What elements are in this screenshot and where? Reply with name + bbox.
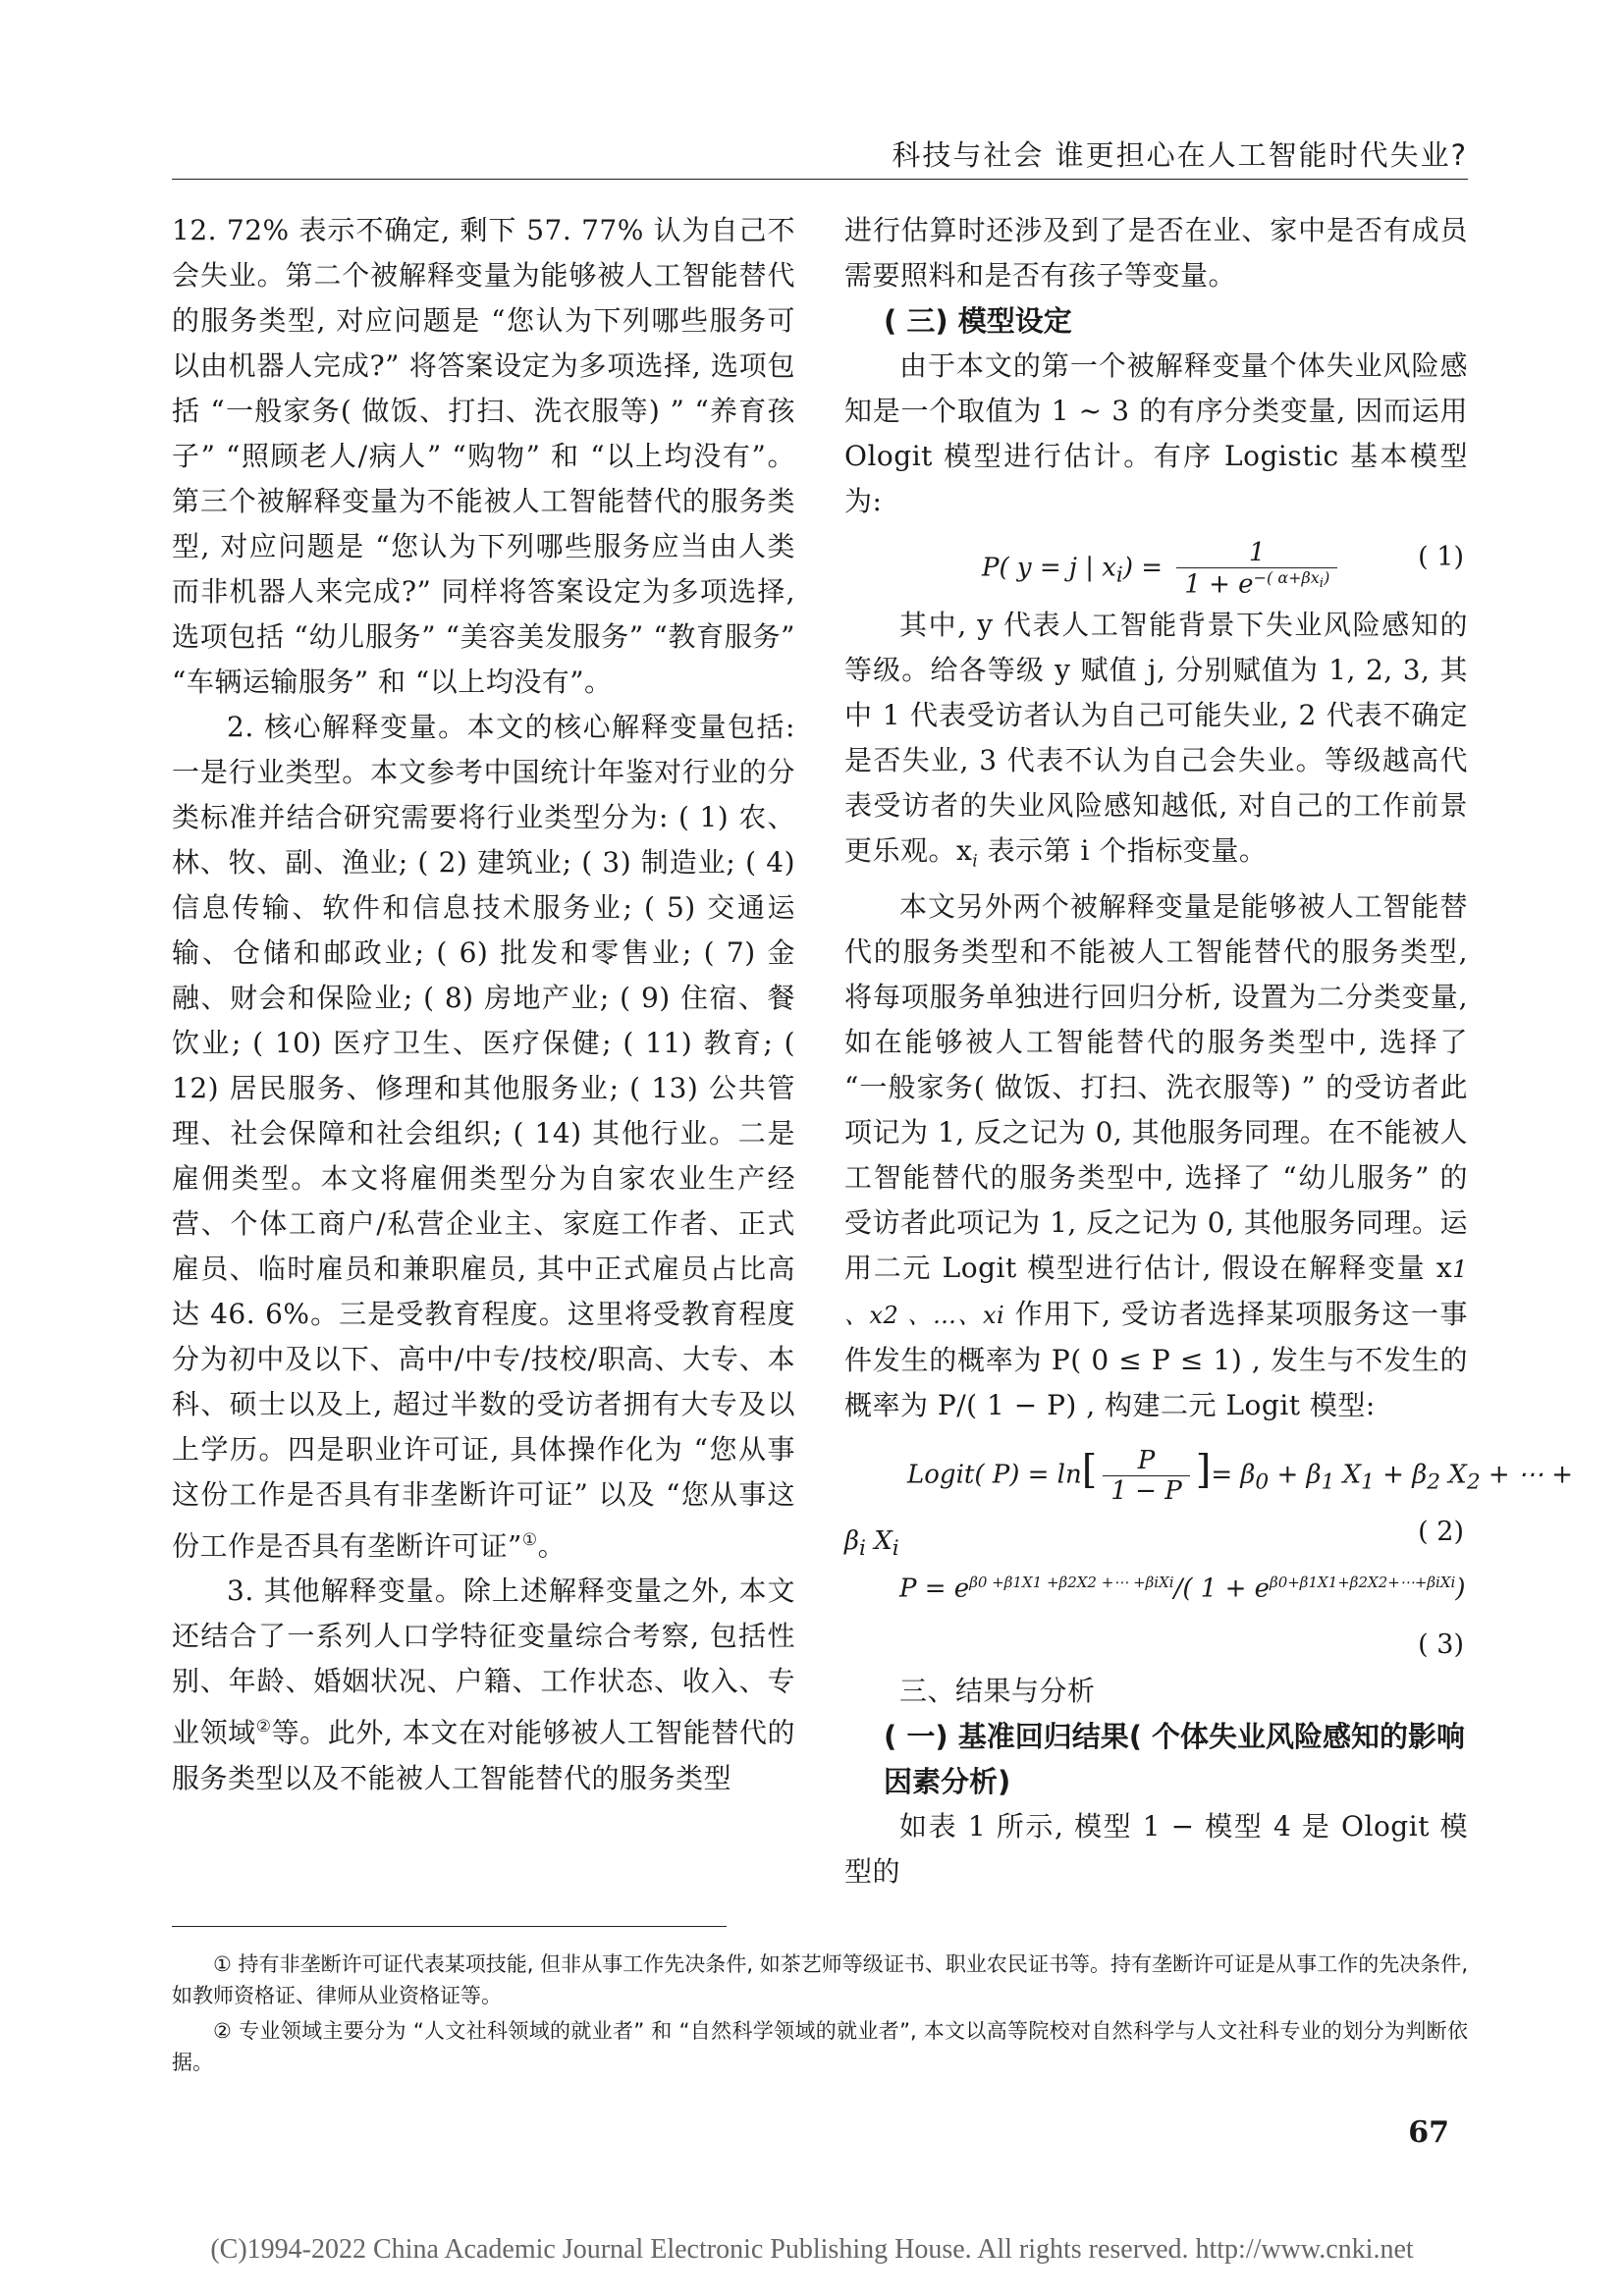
eq2-l: + ⋯ + <box>1480 1460 1573 1490</box>
eq2-frac-den: 1 − P <box>1110 1475 1182 1506</box>
left-column <box>172 208 795 1801</box>
eq1-den-sup-sub: i <box>1319 576 1325 592</box>
paragraph-core-text: 2. 核心解释变量。本文的核心解释变量包括: 一是行业类型。本文参考中国统计年鉴对行业的分类标准并结合研究需要将行业类型分为: ( 1) 农、林、牧、副、渔业; ( 2) 建筑业; ( 3) 制造业; ( 4) 信息传输、软件和信息技术服务业; ( 5) 交通运输、仓储和邮政业; ( 6) 批发和零售业; ( 7) 金融、财会和保险业; ( 8) 房地产业; ( 9) 住宿、餐饮业; ( 10) 医疗卫生、医疗保健; ( 11) 教育; ( 12) 居民服务、修理和其他服务业; ( 13) 公共管理、社会保障和社会组织; ( 14) 其他行业。二是雇佣类型。本文将雇佣类型分为自家农业生产经营、个体工商户/私营企业主、家庭工作者、正式雇员、临时雇员和兼职雇员, 其中正式雇员占比高达 46. 6%。三是受教育程度。这里将受教育程度分为初中及以下、高中/中专/技校/职高、大专、本科、硕士以及上, 超过半数的受访者拥有大专及以上学历。四是职业许可证, 具体操作化为 “您从事这份工作是否具有非垄断许可证” 以及 “您从事这份工作是否具有垄断许可证” <box>172 711 795 1563</box>
eq2-d: + β <box>1269 1460 1322 1490</box>
paragraph-other-tail: 等。此外, 本文在对能够被人工智能替代的服务类型以及不能被人工智能替代的服务类型 <box>172 1716 795 1794</box>
paragraph-table1-intro: 如表 1 所示, 模型 1 − 模型 4 是 Ologit 模型的 <box>844 1809 1468 1888</box>
eq2-fraction <box>1103 1446 1189 1506</box>
eq2-line2-sub: i <box>859 1535 866 1561</box>
subsection-heading-baseline: ( 一) 基准回归结果( 个体失业风险感知的影响因素分析) <box>884 1719 1466 1798</box>
equation-2-number: ( 2) <box>1418 1516 1464 1547</box>
eq1-den-sup-end: ) <box>1324 568 1330 587</box>
eq1-lhs-end: ) = <box>1122 553 1164 583</box>
paragraph-other-text: 3. 其他解释变量。除上述解释变量之外, 本文还结合了一系列人口学特征变量综合考察, 包括性别、年龄、婚姻状况、户籍、工作状态、收入、专业领域 <box>172 1575 795 1749</box>
y-definition-tail: 表示第 i 个指标变量。 <box>978 834 1268 867</box>
section-heading-model: ( 三) 模型设定 <box>884 304 1072 338</box>
eq2-j: X <box>1440 1460 1467 1490</box>
paragraph-other-variables <box>172 1569 795 1800</box>
footnote-2 <box>172 2015 1468 2078</box>
eq1-numerator: 1 <box>1176 538 1337 568</box>
eq2-f: X <box>1334 1460 1362 1490</box>
eq2-k: 2 <box>1466 1469 1481 1495</box>
paragraph-y-definition <box>844 603 1468 884</box>
footnote-1-text: ① 持有非垄断许可证代表某项技能, 但非从事工作先决条件, 如茶艺师等级证书、职业农民证书等。持有垄断许可证是从事工作的先决条件, 如教师资格证、律师从业资格证等。 <box>172 1952 1468 2007</box>
equation-1-formula <box>982 538 1343 600</box>
eq3-sup1: β0 +β1X1 +β2X2 +⋯ +βiXi <box>969 1573 1174 1591</box>
eq3-b: /( 1 + e <box>1173 1574 1271 1604</box>
eq2-g: 1 <box>1361 1469 1375 1495</box>
eq2-h: + β <box>1374 1460 1428 1490</box>
eq2-frac-num: P <box>1103 1446 1189 1476</box>
paragraph-binary-logit <box>844 884 1468 1428</box>
section-heading-results: 三、结果与分析 <box>899 1674 1096 1707</box>
paragraph-ologit-intro: 由于本文的第一个被解释变量个体失业风险感知是一个取值为 1 ~ 3 的有序分类变量, 因而运用 Ologit 模型进行估计。有序 Logistic 基本模型为: <box>844 349 1468 517</box>
eq2-c: 0 <box>1255 1469 1270 1495</box>
eq2-logit: Logit( P) = ln <box>907 1460 1082 1490</box>
equation-3-line <box>899 1574 1465 1604</box>
eq2-line2-x: X <box>865 1525 893 1556</box>
right-column <box>844 208 1573 1895</box>
eq3-c: ) <box>1455 1574 1466 1604</box>
eq3-sup2: β0+β1X1+β2X2+⋯+βiXi <box>1270 1573 1456 1591</box>
paragraph-dependent-variables: 12. 72% 表示不确定, 剩下 57. 77% 认为自己不会失业。第二个被解释变量为能够被人工智能替代的服务类型, 对应问题是 “您认为下列哪些服务可以由机器人完成?” 将答案设定为多项选择, 选项包括 “一般家务( 做饭、打扫、洗衣服等) ” “养育孩子” “照顾老人/病人” “购物” 和 “以上均没有”。第三个被解释变量为不能被人工智能替代的服务类型, 对应问题是 “您认为下列哪些服务应当由人类而非机器人来完成?” 同样将答案设定为多项选择, 选项包括 “幼儿服务” “美容美发服务” “教育服务” “车辆运输服务” 和 “以上均没有”。 <box>172 214 795 698</box>
equation-3-number-row <box>844 1629 1468 1669</box>
equation-2-line1: Logit( P) = ln[ $\frac{P}{1 - P}$ ]= $\beta_0 + \beta_1$ $X_1 + \beta_2$ $X_2$ + ⋯ + <box>907 1445 1573 1506</box>
binary-logit-tail: 作用下, 受访者选择某项服务这一事件发生的概率为 P( 0 ≤ P ≤ 1) , 发生与不发生的概率为 P/( 1 − P) , 构建二元 Logit 模型: <box>844 1297 1468 1421</box>
paragraph-core-explanatory-variables <box>172 705 795 1569</box>
eq1-den-base: 1 + e <box>1184 569 1254 600</box>
running-title: 科技与社会 谁更担心在人工智能时代失业? <box>892 138 1468 172</box>
footnote-1 <box>172 1949 1468 2011</box>
eq2-b: = β <box>1211 1460 1256 1490</box>
equation-2-3 <box>844 1428 1573 1629</box>
eq3-p: P = e <box>899 1574 970 1604</box>
binary-logit-text: 本文另外两个被解释变量是能够被人工智能替代的服务类型和不能被人工智能替代的服务类型, 将每项服务单独进行回归分析, 设置为二分类变量, 如在能够被人工智能替代的服务类型中, 选择了 “一般家务( 做饭、打扫、洗衣服等) ” 的受访者此项记为 1, 反之记为 0, 其他服务同理。在不能被人工智能替代的服务类型中, 选择了 “幼儿服务” 的受访者此项记为 1, 反之记为 0, 其他服务同理。运用二元 Logit 模型进行估计, 假设在解释变量 x <box>844 889 1468 1284</box>
page-number: 67 <box>1408 2115 1449 2150</box>
equation-3-number: ( 3) <box>1418 1629 1464 1660</box>
running-header <box>172 128 1468 180</box>
footnote-ref-2[interactable]: ② <box>255 1717 272 1737</box>
y-definition-text: 其中, y 代表人工智能背景下失业风险感知的等级。给各等级 y 赋值 j, 分别赋值为 1, 2, 3, 其中 1 代表受访者认为自己可能失业, 2 代表不确定是否失业, 3 代表不认为自己会失业。等级越高代表受访者的失业风险感知越低, 对自己的工作前景更乐观。x <box>844 609 1468 867</box>
footnote-divider <box>172 1926 727 1927</box>
footnote-ref-1[interactable]: ① <box>521 1530 538 1550</box>
equation-1-number: ( 1) <box>1418 542 1464 572</box>
eq2-e: 1 <box>1321 1469 1335 1495</box>
eq2-line2-sub2: i <box>892 1535 899 1561</box>
y-definition-sub: i <box>972 851 979 872</box>
footnotes <box>172 1949 1468 2082</box>
footnote-2-text: ② 专业领域主要分为 “人文社科领域的就业者” 和 “自然科学领域的就业者”, 本文以高等院校对自然科学与人文社科专业的划分为判断依据。 <box>172 2019 1468 2074</box>
eq1-lhs-sub: i <box>1115 562 1123 588</box>
paragraph-continued: 进行估算时还涉及到了是否在业、家中是否有成员需要照料和是否有孩子等变量。 <box>844 214 1468 292</box>
equation-1 <box>844 524 1468 603</box>
equation-2-line2 <box>844 1526 899 1561</box>
eq1-fraction <box>1176 538 1337 600</box>
binary-logit-vars: 1 、x2 、…、xi <box>844 1255 1468 1329</box>
eq1-den-sup: −( α+βx <box>1253 568 1320 587</box>
eq2-i: 2 <box>1427 1469 1441 1495</box>
copyright-notice: (C)1994-2022 China Academic Journal Electronic Publishing House. All rights reserved. http://www.cnki.net <box>210 2234 1414 2265</box>
eq2-line2-beta: β <box>844 1525 860 1556</box>
eq1-denominator <box>1176 568 1337 600</box>
paragraph-core-end: 。 <box>537 1529 567 1563</box>
eq1-lhs: P( y = j | x <box>982 553 1116 583</box>
